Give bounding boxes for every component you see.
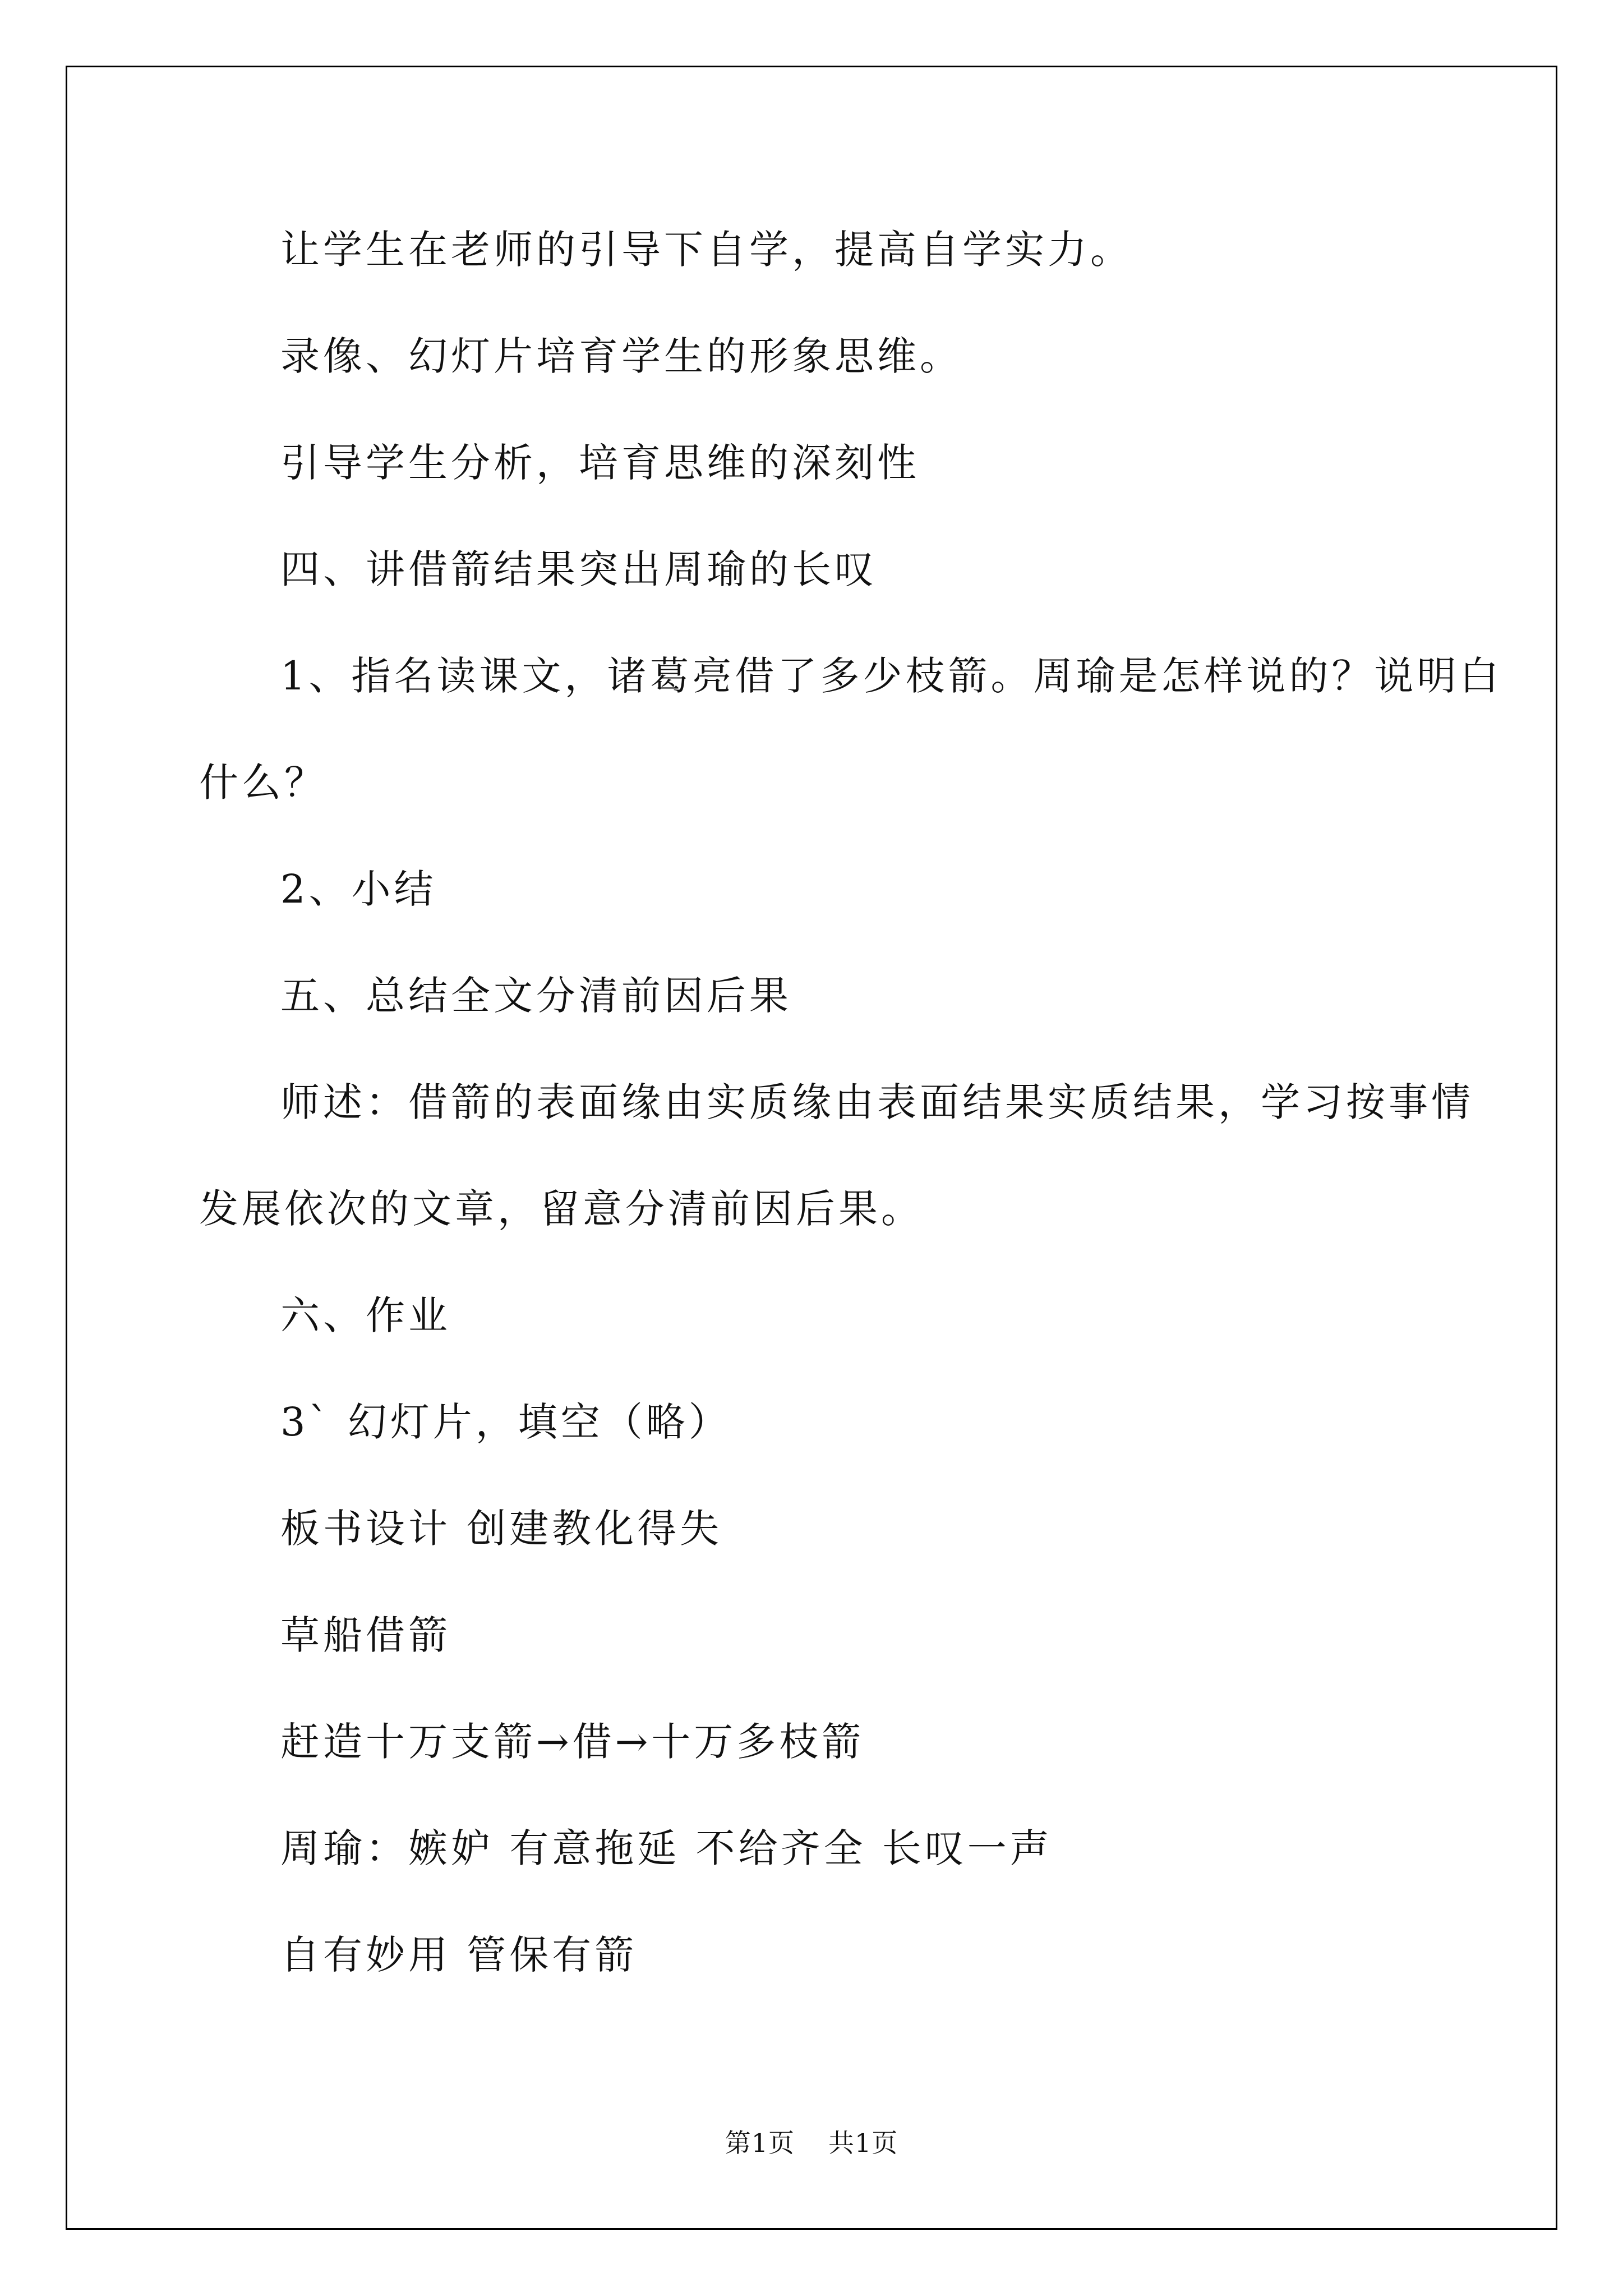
page-number: 第1页 — [725, 2128, 795, 2158]
text-line-14: 草船借箭 — [280, 1612, 451, 1658]
page-total: 共1页 — [828, 2128, 898, 2158]
text-line-10: 发展依次的文章，留意分清前因后果。 — [199, 1186, 924, 1232]
page-footer — [0, 2126, 1623, 2160]
text-line-12: 3` 幻灯片，填空（略） — [280, 1399, 731, 1445]
section-heading-6: 六、作业 — [280, 1292, 451, 1338]
text-line-1: 让学生在老师的引导下自学，提高自学实力。 — [280, 227, 1133, 273]
text-line-13: 板书设计 创建教化得失 — [280, 1506, 723, 1552]
text-line-17: 自有妙用 管保有箭 — [280, 1932, 638, 1978]
text-line-9: 师述：借箭的表面缘由实质缘由表面结果实质结果，学习按事情 — [280, 1079, 1474, 1125]
text-line-2: 录像、幻灯片培育学生的形象思维。 — [280, 333, 962, 379]
section-heading-5: 五、总结全文分清前因后果 — [280, 973, 792, 1019]
text-line-15: 赶造十万支箭→借→十万多枝箭 — [280, 1719, 865, 1765]
text-line-6: 什么？ — [199, 760, 327, 806]
text-line-7: 2、小结 — [280, 866, 437, 912]
text-line-5: 1、指名读课文，诸葛亮借了多少枝箭。周瑜是怎样说的？说明白 — [280, 653, 1502, 699]
text-line-16: 周瑜：嫉妒 有意拖延 不给齐全 长叹一声 — [280, 1825, 1053, 1871]
page-border — [66, 66, 1557, 2230]
text-line-3: 引导学生分析，培育思维的深刻性 — [280, 440, 920, 486]
section-heading-4: 四、讲借箭结果突出周瑜的长叹 — [280, 546, 877, 592]
